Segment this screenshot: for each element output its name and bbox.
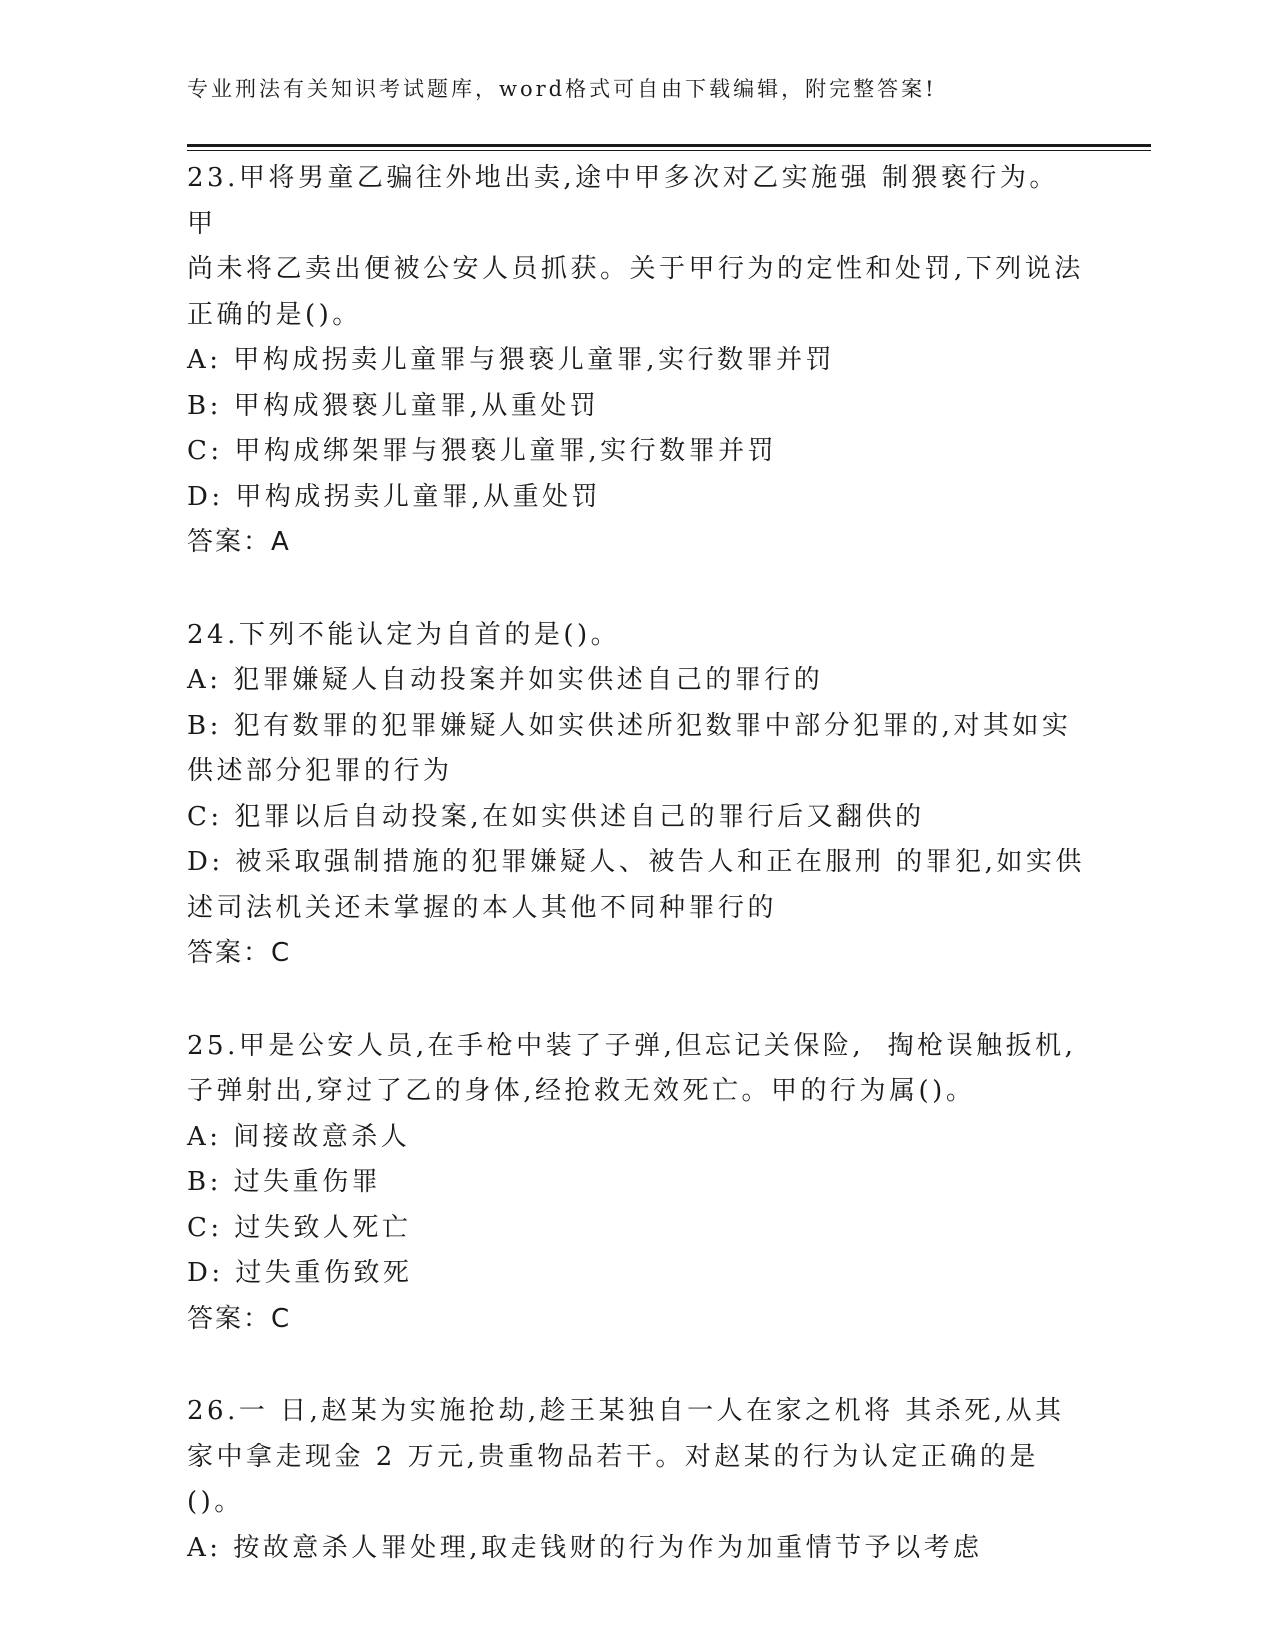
answer-key: 答案：C — [187, 1303, 292, 1334]
answer-key: 答案：A — [187, 527, 291, 557]
page-header: 专业刑法有关知识考试题库，word格式可自由下载编辑，附完整答案! — [187, 77, 937, 101]
answer-option-line: D: 甲构成拐卖儿童罪,从重处罚 — [187, 481, 602, 512]
question-stem-line: 子弹射出,穿过了乙的身体,经抢救无效死亡。甲的行为属()。 — [187, 1076, 976, 1106]
question-block — [187, 1024, 1087, 1343]
answer-option-line: D: 被采取强制措施的犯罪嫌疑人、被告人和正在服刑 的罪犯,如实供 — [187, 847, 1085, 877]
answer-option-line: 述司法机关还未掌握的本人其他不同种罪行的 — [187, 892, 778, 923]
question-stem-line: 正确的是()。 — [187, 299, 362, 330]
question-block — [187, 156, 1087, 566]
question-block — [187, 613, 1087, 977]
answer-option-line: B: 甲构成猥亵儿童罪,从重处罚 — [187, 390, 600, 421]
answer-option-line: A: 甲构成拐卖儿童罪与猥亵儿童罪,实行数罪并罚 — [187, 345, 836, 375]
question-stem-line: 家中拿走现金 2 万元,贵重物品若干。对赵某的行为认定正确的是()。 — [187, 1441, 1039, 1517]
question-stem-line: 尚未将乙卖出便被公安人员抓获。关于甲行为的定性和处罚,下列说法 — [187, 254, 1084, 284]
answer-option-line: B: 犯有数罪的犯罪嫌疑人如实供述所犯数罪中部分犯罪的,对其如实 — [187, 710, 1072, 741]
answer-option-line: C: 甲构成绑架罪与猥亵儿童罪,实行数罪并罚 — [187, 436, 778, 466]
header-rule-thin — [187, 150, 1151, 151]
question-stem-line: 25.甲是公安人员,在手枪中装了子弹,但忘记关保险, 掏枪误触扳机, — [187, 1030, 1077, 1061]
answer-option-line: 供述部分犯罪的行为 — [187, 756, 453, 786]
question-stem-line: 24.下列不能认定为自首的是()。 — [187, 619, 621, 650]
answer-option-line: A: 按故意杀人罪处理,取走钱财的行为作为加重情节予以考虑 — [187, 1532, 983, 1563]
question-block — [187, 1389, 1087, 1571]
answer-option-line: C: 犯罪以后自动投案,在如实供述自己的罪行后又翻供的 — [187, 801, 925, 832]
header-rule-thick — [187, 144, 1151, 147]
answer-option-line: D: 过失重伤致死 — [187, 1258, 413, 1288]
answer-option-line: A: 间接故意杀人 — [187, 1121, 411, 1152]
question-stem-line: 26.一 日,赵某为实施抢劫,趁王某独自一人在家之机将 其杀死,从其 — [187, 1396, 1065, 1426]
answer-option-line: A: 犯罪嫌疑人自动投案并如实供述自己的罪行的 — [187, 665, 824, 695]
answer-option-line: B: 过失重伤罪 — [187, 1167, 382, 1197]
question-stem-line: 23.甲将男童乙骗往外地出卖,途中甲多次对乙实施强 制猥亵行为。甲 — [187, 163, 1059, 239]
question-list — [187, 156, 1087, 1618]
answer-key: 答案：C — [187, 938, 292, 968]
answer-option-line: C: 过失致人死亡 — [187, 1212, 412, 1243]
